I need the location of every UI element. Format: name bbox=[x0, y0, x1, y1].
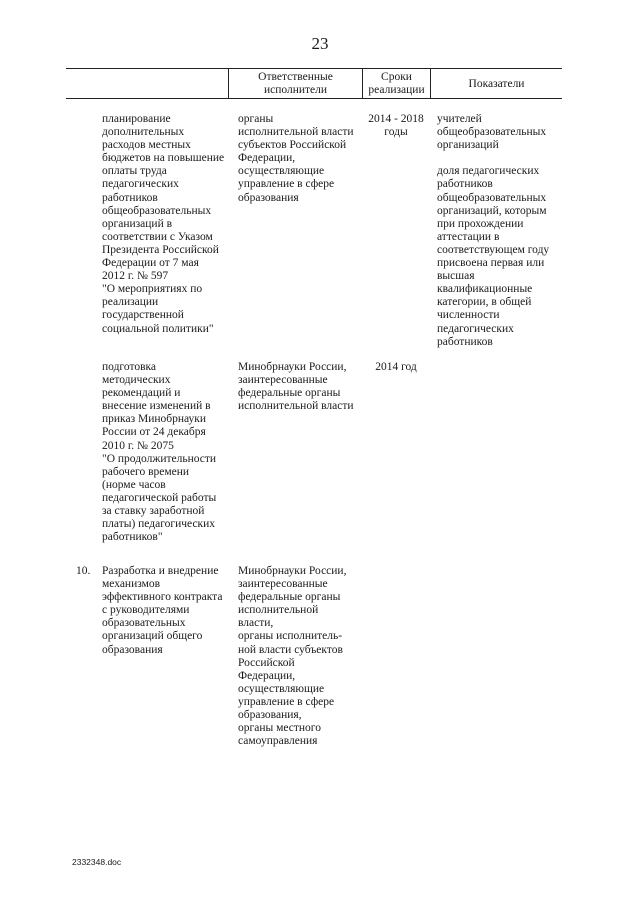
table-header-bottom-rule bbox=[66, 98, 562, 99]
row-action: Разработка и внедрение механизмов эффективного контракта с руководителями образовательных организаций общего образования bbox=[102, 565, 223, 656]
row-indicators: учителей общеобразовательных организаций доля педагогических работников общеобразовательных организаций, которым при прохождении аттестации в соответствующем году присвоена первая или высшая квалификационные категории, в общей численности педагогических работников bbox=[437, 113, 550, 348]
row-action: планирование дополнительных расходов местных бюджетов на повышение оплаты труда педагогических работников общеобразовательных организаций в соответствии с Указом Президента Российской Федерации от 7 мая 2012 г. № 597 "О мероприятиях по реализации государственной социальной политики" bbox=[102, 113, 225, 335]
header-indicators: Показатели bbox=[468, 78, 525, 90]
table-top-rule bbox=[66, 68, 562, 69]
header-responsible: Ответственные исполнители bbox=[258, 71, 333, 96]
row-responsible: органы исполнительной власти субъектов Российской Федерации, осуществляющие управление в сфере образования bbox=[238, 113, 354, 204]
row-term: 2014 год bbox=[375, 361, 417, 373]
row-number: 10. bbox=[76, 565, 91, 577]
footer-filename: 2332348.doc bbox=[72, 857, 122, 867]
row-responsible: Минобрнауки России, заинтересованные федеральные органы исполнительной власти bbox=[238, 361, 354, 413]
page-number: 23 bbox=[311, 34, 329, 53]
row-responsible: Минобрнауки России, заинтересованные федеральные органы исполнительной власти, органы исполнитель- ной власти субъектов Российской Федерации, осуществляющие управление в сфере образования, органы местного самоуправления bbox=[238, 565, 347, 748]
row-term: 2014 - 2018 годы bbox=[368, 113, 424, 139]
row-action: подготовка методических рекомендаций и внесение изменений в приказ Минобрнауки России от 24 декабря 2010 г. № 2075 "О продолжительности рабочего времени (норме часов педагогической работы за ставку заработной платы) педагогических работников" bbox=[102, 361, 217, 544]
header-terms: Сроки реализации bbox=[368, 71, 425, 96]
